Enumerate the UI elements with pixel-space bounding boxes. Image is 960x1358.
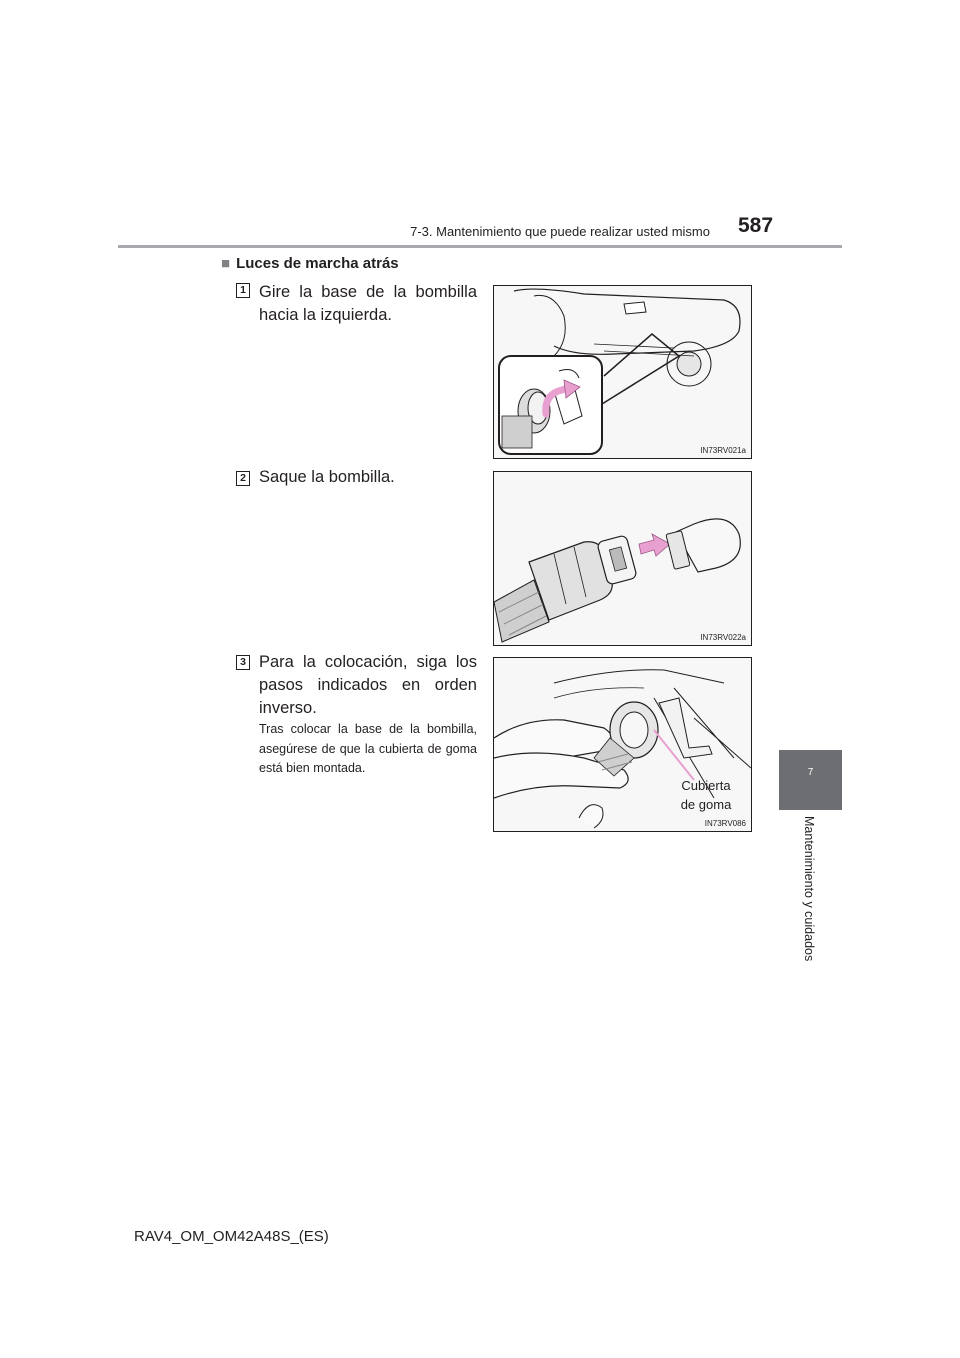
footer-document-code: RAV4_OM_OM42A48S_(ES) — [134, 1228, 329, 1245]
step-3-text: Para la colocación, siga los pasos indicados en orden inverso. — [259, 653, 477, 717]
figure-bulb-rotate — [493, 285, 752, 459]
step-1-badge: 1 — [236, 283, 250, 298]
figure-bulb-remove — [493, 471, 752, 646]
page-number: 587 — [738, 214, 774, 237]
rubber-cover-label: Cubierta de goma — [680, 778, 732, 812]
header-divider — [118, 245, 842, 248]
figure-2-code: IN73RV022a — [700, 633, 746, 642]
step-2-badge: 2 — [236, 471, 250, 486]
running-header-title: 7-3. Mantenimiento que puede realizar usted mismo — [410, 224, 710, 239]
step-1-text: Gire la base de la bombilla hacia la izquierda. — [259, 283, 477, 324]
chapter-title-vertical: Mantenimiento y cuidados — [802, 816, 816, 962]
chapter-tab — [779, 750, 842, 810]
chapter-number: 7 — [807, 767, 814, 778]
figure-rubber-cover — [493, 657, 752, 832]
step-3-note: Tras colocar la base de la bombilla, asegúrese de que la cubierta de goma está bien montada. — [259, 722, 477, 775]
step-3-badge: 3 — [236, 655, 250, 670]
figure-1-illustration — [494, 286, 751, 458]
heading-square-icon: ■ — [221, 255, 231, 272]
section-heading — [221, 255, 399, 272]
section-heading-text: Luces de marcha atrás — [236, 255, 399, 272]
figure-1-code: IN73RV021a — [700, 446, 746, 455]
figure-3-code: IN73RV086 — [704, 819, 746, 828]
step-2-text: Saque la bombilla. — [259, 468, 395, 486]
figure-2-illustration — [494, 472, 751, 645]
